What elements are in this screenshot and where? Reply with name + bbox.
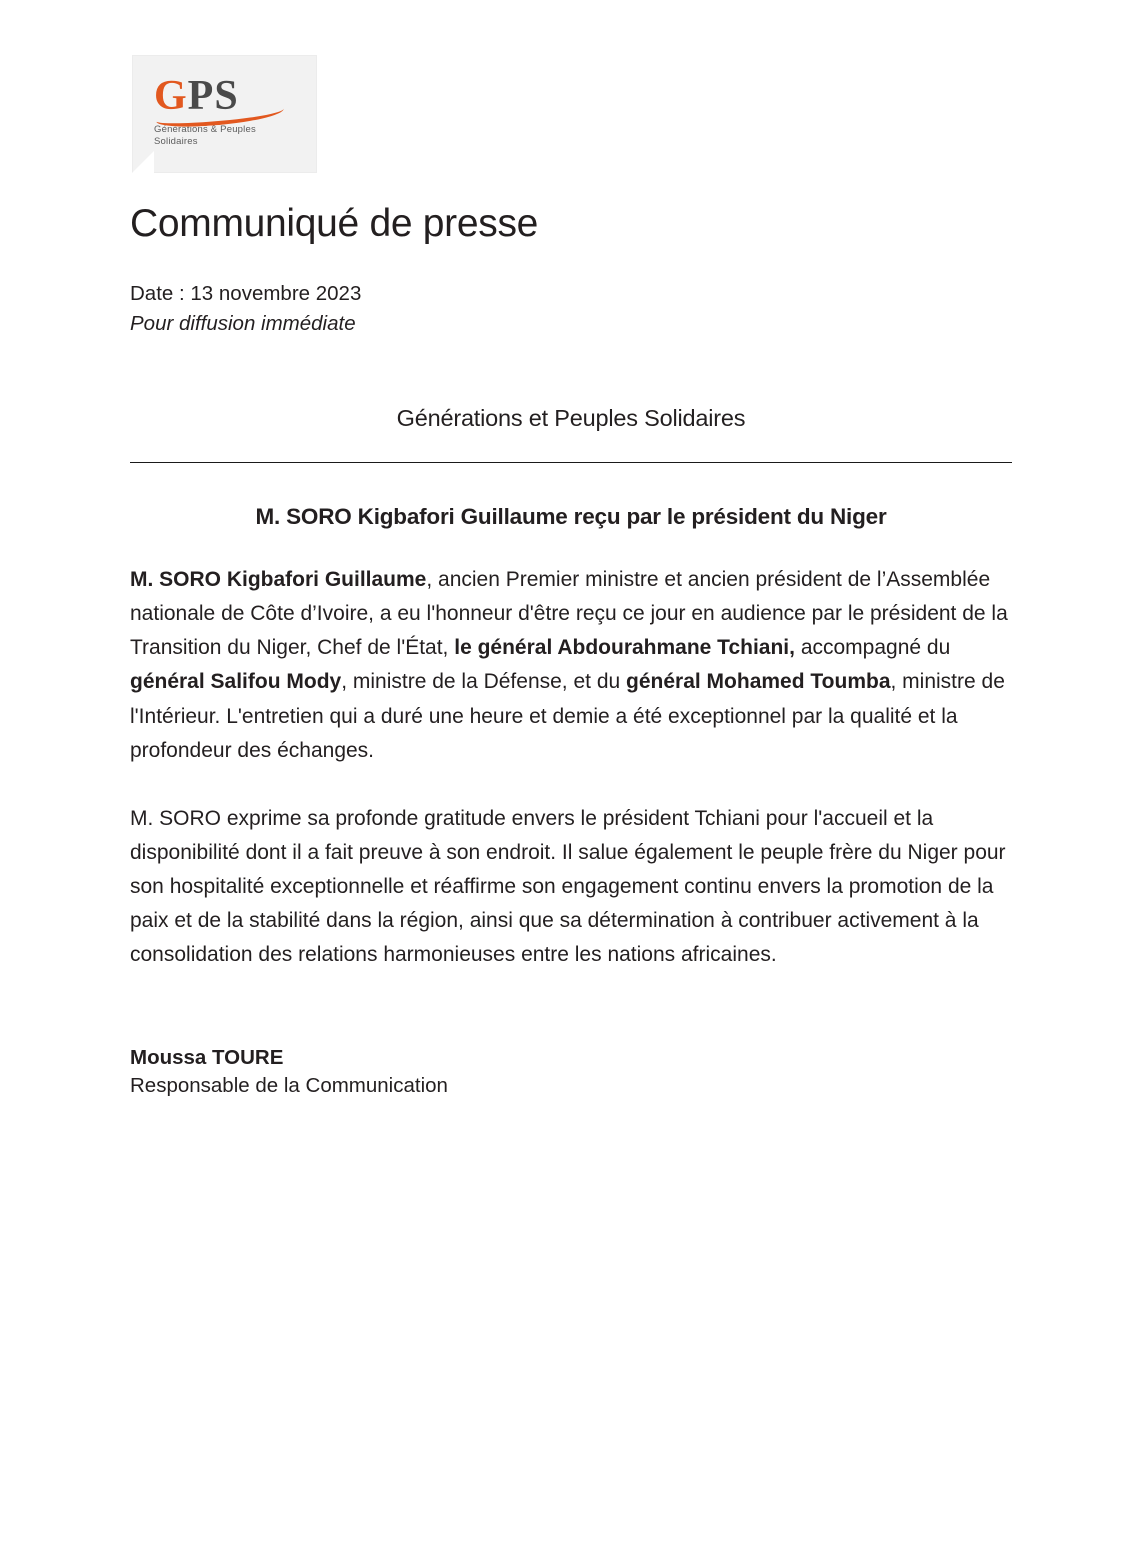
release-date: Date : 13 novembre 2023 (130, 282, 362, 305)
headline: M. SORO Kigbafori Guillaume reçu par le président du Niger (255, 504, 887, 530)
paragraph-one-bold-2: général Salifou Mody (130, 670, 342, 694)
diffusion-note: Pour diffusion immédiate (130, 311, 356, 335)
header-divider (130, 462, 1012, 463)
paragraph-one-part-1: , ancien Premier ministre et ancien président de l’Assemblée nationale de Côte d’Ivoire, a eu l'honneur d'être reçu ce jour en audience par le président de la Transition du Niger, Chef de l'État, (130, 568, 1008, 660)
paragraph-one (130, 563, 1012, 767)
page-title: Communiqué de presse (130, 202, 539, 245)
signatory-role: Responsable de la Communication (130, 1073, 448, 1097)
paragraph-one-part-3: , ministre de la Défense, et du (341, 670, 627, 694)
paragraph-one-bold-1: le général Abdourahmane Tchiani, (454, 636, 795, 660)
paragraph-two: M. SORO exprime sa profonde gratitude envers le président Tchiani pour l'accueil et la disponibilité dont il a fait preuve à son endroit. Il salue également le peuple frère du Niger pour son hospitalité exceptionnelle et réaffirme son engagement continu envers la promotion de la paix et de la stabilité dans la région, ainsi que sa détermination à contribuer activement à la consolidation des relations harmonieuses entre les nations africaines. (130, 806, 1006, 966)
logo-letters-ps: PS (187, 73, 239, 119)
logo-letter-g: G (154, 73, 188, 119)
organisation-logo (132, 55, 317, 180)
organisation-name: Générations et Peuples Solidaires (396, 405, 746, 432)
signature-block (130, 1046, 1012, 1098)
lead-bold-name: M. SORO Kigbafori Guillaume (130, 568, 427, 592)
paragraph-one-bold-3: général Mohamed Toumba (626, 670, 891, 694)
paragraph-one-part-4: , ministre de l'Intérieur. L'entretien qui a duré une heure et demie a été exceptionnel par la qualité et la profondeur des échanges. (130, 670, 1005, 762)
logo-mark (154, 75, 294, 148)
paragraph-one-part-2: accompagné du (794, 636, 951, 660)
logo-letters (154, 75, 239, 117)
logo-subtitle: Générations & Peuples Solidaires (154, 124, 256, 147)
signatory-name: Moussa TOURE (130, 1045, 284, 1069)
